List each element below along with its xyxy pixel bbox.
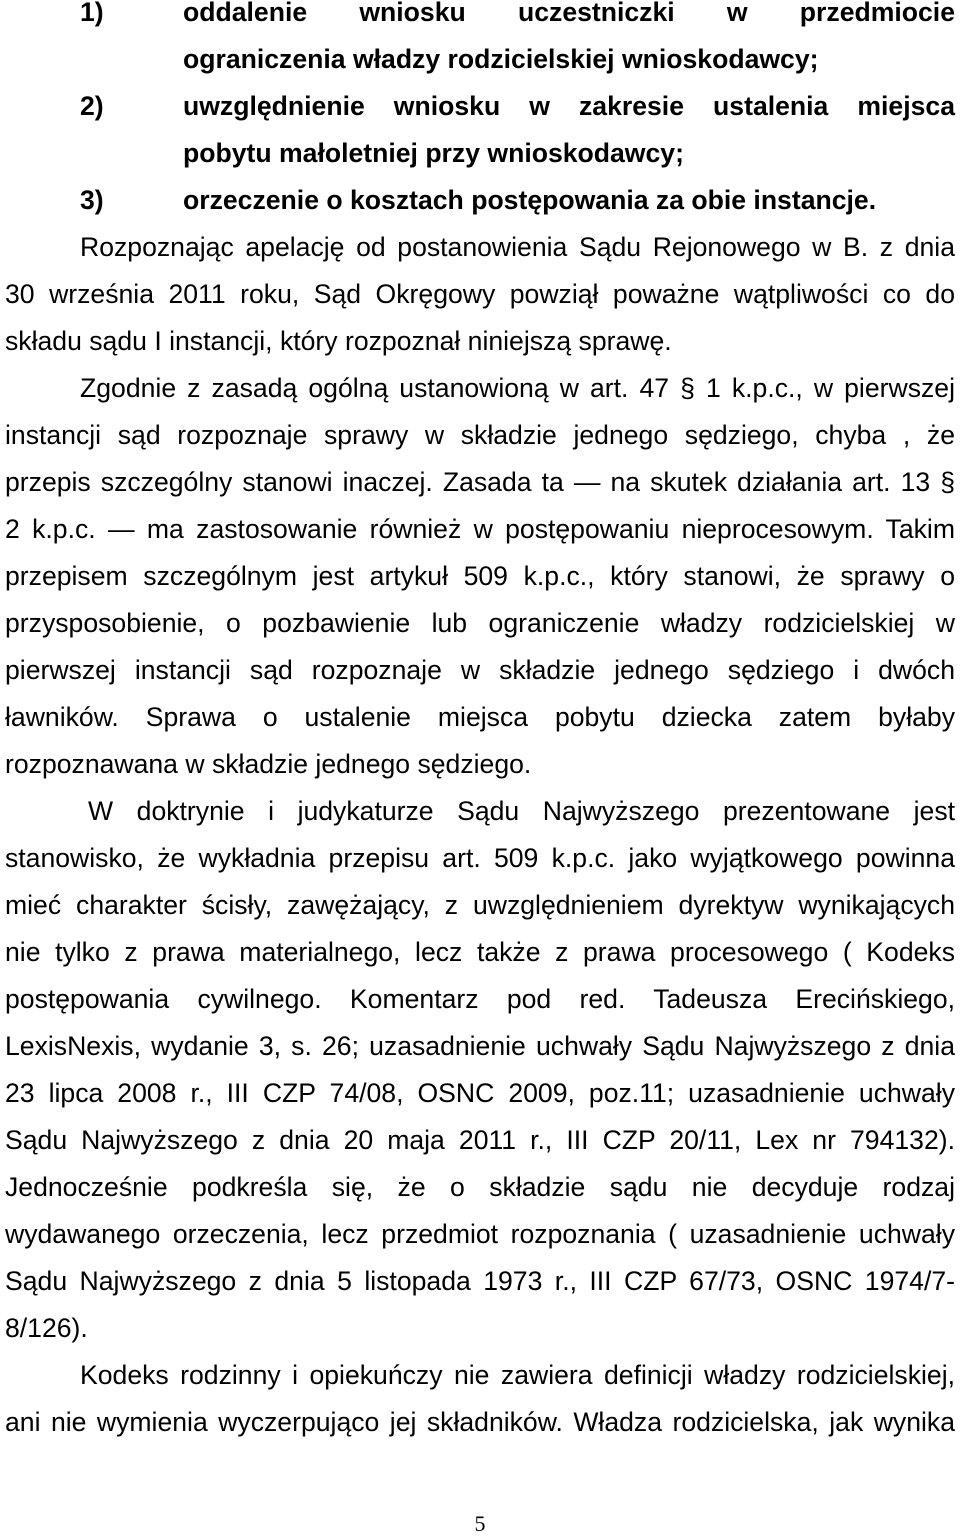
paragraph-3-line-11: Sądu Najwyższego z dnia 5 listopada 1973 r., III CZP 67/73, OSNC 1974/7- — [5, 1266, 955, 1296]
paragraph-3-line-5: postępowania cywilnego. Komentarz pod red. Tadeusza Erecińskiego, — [5, 984, 955, 1014]
list-item-1-line-1: oddalenie wniosku uczestniczki w przedmiocie — [183, 0, 955, 27]
paragraph-3-line-10: wydawanego orzeczenia, lecz przedmiot rozpoznania ( uzasadnienie uchwały — [5, 1219, 955, 1249]
list-marker-1: 1) — [80, 0, 104, 27]
paragraph-2-line-3: przepis szczególny stanowi inaczej. Zasada ta — na skutek działania art. 13 § — [5, 467, 955, 497]
list-marker-2: 2) — [80, 91, 104, 121]
paragraph-2-line-2: instancji sąd rozpoznaje sprawy w składzie jednego sędziego, chyba , że — [5, 420, 955, 450]
paragraph-3-line-3: mieć charakter ścisły, zawężający, z uwzględnieniem dyrektyw wynikających — [5, 890, 955, 920]
paragraph-2-line-4: 2 k.p.c. — ma zastosowanie również w postępowaniu nieprocesowym. Takim — [5, 514, 955, 544]
paragraph-3-line-6: LexisNexis, wydanie 3, s. 26; uzasadnienie uchwały Sądu Najwyższego z dnia — [5, 1031, 955, 1061]
paragraph-3-line-9: Jednocześnie podkreśla się, że o składzie sądu nie decyduje rodzaj — [5, 1172, 955, 1202]
page-number: 5 — [474, 1511, 486, 1536]
paragraph-1-line-1: Rozpoznając apelację od postanowienia Sądu Rejonowego w B. z dnia — [80, 232, 955, 262]
list-item-2-line-1: uwzględnienie wniosku w zakresie ustalenia miejsca — [183, 91, 955, 121]
list-item-1-line-2: ograniczenia władzy rodzicielskiej wnioskodawcy; — [183, 44, 819, 74]
paragraph-2-line-6: przysposobienie, o pozbawienie lub ograniczenie władzy rodzicielskiej w — [5, 608, 955, 638]
list-item-2-line-2: pobytu małoletniej przy wnioskodawcy; — [183, 138, 684, 168]
paragraph-3-line-1: W doktrynie i judykaturze Sądu Najwyższego prezentowane jest — [88, 796, 955, 826]
paragraph-2-line-8: ławników. Sprawa o ustalenie miejsca pobytu dziecka zatem byłaby — [5, 702, 955, 732]
paragraph-1-line-3: składu sądu I instancji, który rozpoznał niniejszą sprawę. — [5, 326, 672, 356]
paragraph-2-line-7: pierwszej instancji sąd rozpoznaje w składzie jednego sędziego i dwóch — [5, 655, 955, 685]
paragraph-3-line-8: Sądu Najwyższego z dnia 20 maja 2011 r., III CZP 20/11, Lex nr 794132). — [5, 1125, 955, 1155]
list-item-1 — [0, 0, 960, 47]
list-item-2 — [0, 91, 960, 141]
paragraph-1-line-2: 30 września 2011 roku, Sąd Okręgowy powziął poważne wątpliwości co do — [5, 279, 955, 309]
list-item-3-line-1: orzeczenie o kosztach postępowania za obie instancje. — [183, 185, 877, 215]
paragraph-3-line-2: stanowisko, że wykładnia przepisu art. 509 k.p.c. jako wyjątkowego powinna — [5, 843, 955, 873]
paragraph-4-line-2: ani nie wymienia wyczerpująco jej składników. Władza rodzicielska, jak wynika — [5, 1407, 955, 1437]
paragraph-2-line-1: Zgodnie z zasadą ogólną ustanowioną w art. 47 § 1 k.p.c., w pierwszej — [80, 373, 955, 403]
paragraph-3-line-7: 23 lipca 2008 r., III CZP 74/08, OSNC 2009, poz.11; uzasadnienie uchwały — [5, 1078, 955, 1108]
paragraph-3-line-4: nie tylko z prawa materialnego, lecz także z prawa procesowego ( Kodeks — [5, 937, 955, 967]
list-item-1-continued — [0, 44, 960, 94]
paragraph-2-line-5: przepisem szczególnym jest artykuł 509 k.p.c., który stanowi, że sprawy o — [5, 561, 955, 591]
paragraph-3-line-12: 8/126). — [5, 1313, 88, 1343]
list-item-3 — [0, 185, 960, 235]
list-item-2-continued — [0, 138, 960, 188]
paragraph-2-line-9: rozpoznawana w składzie jednego sędziego. — [5, 749, 532, 779]
paragraph-4-line-1: Kodeks rodzinny i opiekuńczy nie zawiera definicji władzy rodzicielskiej, — [80, 1360, 955, 1390]
list-marker-3: 3) — [80, 185, 104, 215]
